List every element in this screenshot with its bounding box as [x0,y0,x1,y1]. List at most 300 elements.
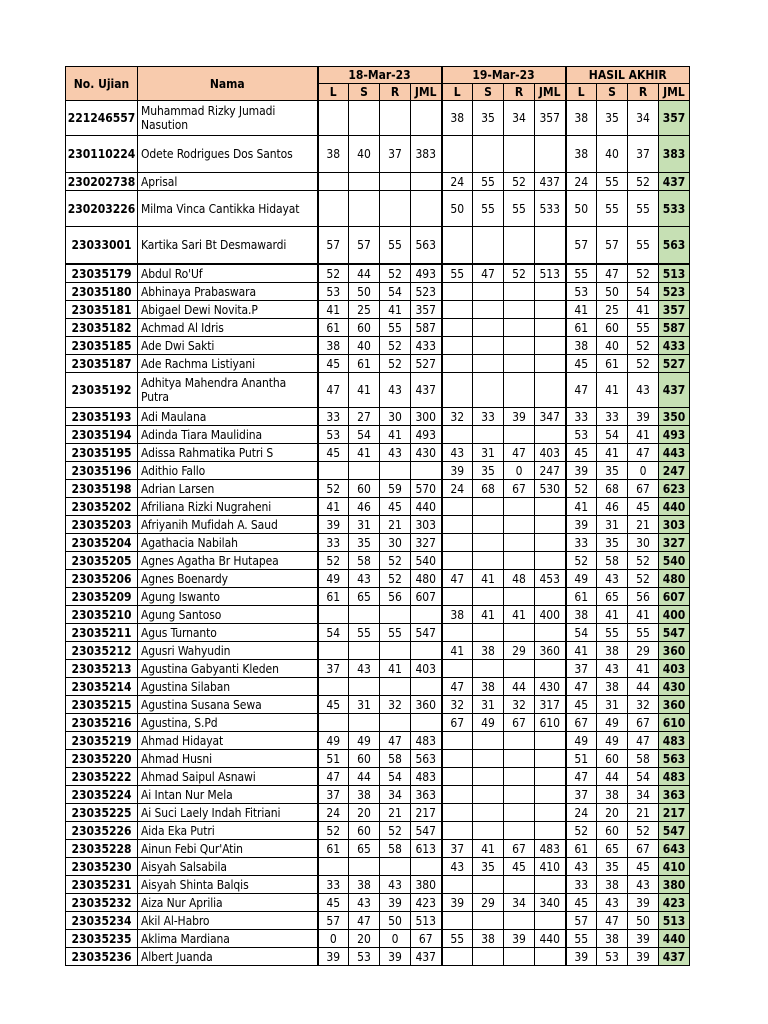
cell-final-r: 52 [628,173,659,191]
cell-d1-l: 54 [318,624,349,642]
cell-nama: Agusri Wahyudin [138,642,318,660]
cell-d1-s [349,191,380,227]
cell-final-s: 43 [597,894,628,912]
cell-final-jml: 247 [659,462,690,480]
cell-nama: Aisyah Salsabila [138,858,318,876]
cell-d2-s [473,660,504,678]
cell-final-s: 47 [597,912,628,930]
cell-d1-l: 47 [318,373,349,408]
cell-d2-l: 50 [442,191,473,227]
cell-no-ujian: 23035210 [66,606,138,624]
table-row [66,570,690,588]
cell-d2-s [473,552,504,570]
cell-final-s: 35 [597,534,628,552]
cell-final-jml: 607 [659,588,690,606]
cell-d1-s [349,173,380,191]
table-row [66,426,690,444]
cell-no-ujian: 23035195 [66,444,138,462]
cell-final-r: 41 [628,606,659,624]
cell-final-jml: 363 [659,786,690,804]
cell-final-s: 41 [597,373,628,408]
cell-final-l: 47 [566,678,597,696]
cell-d2-l [442,136,473,173]
cell-final-l: 53 [566,426,597,444]
cell-d1-jml: 523 [411,283,442,301]
cell-final-jml: 217 [659,804,690,822]
cell-d1-jml: 437 [411,373,442,408]
table-row [66,804,690,822]
cell-d2-r: 29 [504,642,535,660]
cell-d2-jml [535,355,566,373]
cell-final-l: 52 [566,552,597,570]
cell-no-ujian: 230110224 [66,136,138,173]
cell-final-s: 38 [597,876,628,894]
sub-header-s: S [473,84,504,101]
group-header-day1: 18-Mar-23 [318,67,442,84]
cell-d1-s: 41 [349,373,380,408]
cell-final-s: 35 [597,462,628,480]
cell-final-s: 60 [597,750,628,768]
cell-d1-r [380,642,411,660]
cell-d1-s: 40 [349,136,380,173]
cell-d2-s [473,319,504,337]
cell-d1-l: 52 [318,480,349,498]
cell-d1-r: 52 [380,822,411,840]
cell-d2-s: 35 [473,462,504,480]
cell-final-l: 41 [566,301,597,319]
cell-final-l: 61 [566,319,597,337]
cell-final-r: 34 [628,786,659,804]
table-row [66,894,690,912]
cell-final-jml: 350 [659,408,690,426]
cell-final-jml: 440 [659,498,690,516]
cell-d1-l: 61 [318,319,349,337]
cell-final-s: 60 [597,319,628,337]
cell-no-ujian: 23035181 [66,301,138,319]
cell-final-s: 53 [597,948,628,966]
cell-d1-r: 55 [380,227,411,265]
cell-nama: Agung Iswanto [138,588,318,606]
cell-final-l: 54 [566,624,597,642]
table-row [66,624,690,642]
cell-d1-s: 53 [349,948,380,966]
cell-nama: Adrian Larsen [138,480,318,498]
cell-final-jml: 400 [659,606,690,624]
cell-nama: Akil Al-Habro [138,912,318,930]
cell-no-ujian: 23035193 [66,408,138,426]
cell-no-ujian: 23035212 [66,642,138,660]
cell-final-s: 25 [597,301,628,319]
cell-final-l: 38 [566,101,597,136]
cell-final-r: 41 [628,301,659,319]
cell-final-l: 33 [566,534,597,552]
table-row [66,283,690,301]
cell-nama: Agus Turnanto [138,624,318,642]
cell-final-r: 52 [628,355,659,373]
cell-d1-jml: 327 [411,534,442,552]
cell-d1-r: 58 [380,840,411,858]
cell-final-r: 39 [628,930,659,948]
cell-final-r: 43 [628,373,659,408]
cell-d2-l [442,373,473,408]
cell-d2-l: 39 [442,894,473,912]
cell-d2-s: 31 [473,696,504,714]
cell-no-ujian: 23035235 [66,930,138,948]
cell-d2-r [504,373,535,408]
table-row [66,462,690,480]
cell-final-s: 50 [597,283,628,301]
cell-d2-l: 24 [442,480,473,498]
cell-d1-jml: 483 [411,768,442,786]
cell-d1-s [349,101,380,136]
cell-d2-jml [535,876,566,894]
cell-final-s: 58 [597,552,628,570]
cell-final-r: 52 [628,264,659,283]
cell-nama: Agustina, S.Pd [138,714,318,732]
cell-no-ujian: 230202738 [66,173,138,191]
cell-nama: Adi Maulana [138,408,318,426]
cell-d1-jml: 540 [411,552,442,570]
cell-final-s: 38 [597,678,628,696]
cell-d1-l: 38 [318,136,349,173]
cell-d2-s: 47 [473,264,504,283]
cell-d2-l: 55 [442,930,473,948]
cell-d2-s [473,227,504,265]
cell-final-l: 61 [566,588,597,606]
cell-d2-s: 41 [473,606,504,624]
cell-d2-s [473,373,504,408]
sub-header-l: L [566,84,597,101]
table-row [66,876,690,894]
cell-d1-jml [411,101,442,136]
cell-final-jml: 483 [659,732,690,750]
cell-d2-l [442,337,473,355]
cell-nama: Achmad Al Idris [138,319,318,337]
cell-final-jml: 563 [659,750,690,768]
cell-no-ujian: 23035236 [66,948,138,966]
cell-final-jml: 587 [659,319,690,337]
cell-final-l: 49 [566,732,597,750]
cell-nama: Agnes Boenardy [138,570,318,588]
cell-nama: Abdul Ro'Uf [138,264,318,283]
cell-d2-l [442,768,473,786]
table-row [66,642,690,660]
cell-no-ujian: 23033001 [66,227,138,265]
cell-nama: Afriyanih Mufidah A. Saud [138,516,318,534]
cell-final-jml: 360 [659,642,690,660]
cell-d1-s: 44 [349,264,380,283]
cell-d1-s: 65 [349,588,380,606]
cell-final-jml: 523 [659,283,690,301]
cell-d2-l [442,948,473,966]
cell-final-r: 47 [628,444,659,462]
cell-final-jml: 423 [659,894,690,912]
cell-d1-s: 60 [349,480,380,498]
cell-final-l: 50 [566,191,597,227]
cell-no-ujian: 23035222 [66,768,138,786]
cell-d1-r [380,606,411,624]
sub-header-l: L [442,84,473,101]
cell-d2-r: 39 [504,408,535,426]
cell-d2-r: 32 [504,696,535,714]
cell-d1-jml: 217 [411,804,442,822]
cell-d1-l: 47 [318,768,349,786]
table-row [66,858,690,876]
cell-d2-r [504,732,535,750]
cell-d1-jml: 493 [411,426,442,444]
sub-header-r: R [628,84,659,101]
cell-d2-r [504,624,535,642]
cell-d2-l [442,319,473,337]
cell-d1-jml: 587 [411,319,442,337]
cell-d1-s: 58 [349,552,380,570]
cell-d1-s: 60 [349,822,380,840]
cell-d1-jml: 423 [411,894,442,912]
cell-d1-r: 54 [380,768,411,786]
cell-d1-l [318,858,349,876]
cell-d1-jml: 513 [411,912,442,930]
cell-no-ujian: 23035234 [66,912,138,930]
table-row [66,552,690,570]
cell-d1-r [380,101,411,136]
cell-d1-s [349,606,380,624]
cell-d1-jml: 493 [411,264,442,283]
cell-final-jml: 483 [659,768,690,786]
cell-final-l: 57 [566,227,597,265]
cell-d1-s: 43 [349,660,380,678]
cell-final-jml: 383 [659,136,690,173]
cell-d1-s: 57 [349,227,380,265]
table-body [66,101,690,966]
cell-d1-r: 21 [380,804,411,822]
cell-final-l: 45 [566,894,597,912]
cell-final-s: 31 [597,516,628,534]
cell-no-ujian: 23035185 [66,337,138,355]
cell-d1-r: 56 [380,588,411,606]
cell-d2-r [504,301,535,319]
cell-d2-r [504,534,535,552]
cell-no-ujian: 23035232 [66,894,138,912]
cell-d1-s: 49 [349,732,380,750]
table-row [66,588,690,606]
table-row [66,696,690,714]
col-header-nama: Nama [138,67,318,101]
cell-d1-s: 47 [349,912,380,930]
cell-d1-r: 47 [380,732,411,750]
cell-final-s: 55 [597,173,628,191]
cell-final-jml: 563 [659,227,690,265]
cell-d2-l [442,534,473,552]
cell-final-s: 44 [597,768,628,786]
cell-no-ujian: 23035215 [66,696,138,714]
cell-d2-l: 32 [442,408,473,426]
cell-d2-jml [535,426,566,444]
cell-final-l: 38 [566,337,597,355]
cell-d1-l: 61 [318,840,349,858]
cell-d2-r [504,804,535,822]
cell-no-ujian: 23035203 [66,516,138,534]
cell-final-jml: 433 [659,337,690,355]
cell-nama: Muhammad Rizky Jumadi Nasution [138,101,318,136]
cell-d1-s: 46 [349,498,380,516]
cell-d2-r [504,750,535,768]
cell-d2-l: 47 [442,570,473,588]
cell-d2-s [473,426,504,444]
cell-d2-jml [535,337,566,355]
cell-final-r: 52 [628,570,659,588]
cell-nama: Abigael Dewi Novita.P [138,301,318,319]
cell-final-s: 47 [597,264,628,283]
cell-final-l: 45 [566,696,597,714]
table-row [66,173,690,191]
cell-d2-jml [535,804,566,822]
cell-d2-l [442,227,473,265]
cell-final-s: 40 [597,136,628,173]
group-header-final: HASIL AKHIR [566,67,690,84]
cell-final-jml: 547 [659,624,690,642]
cell-d2-r: 41 [504,606,535,624]
cell-d2-l [442,552,473,570]
cell-final-jml: 547 [659,822,690,840]
cell-final-r: 34 [628,101,659,136]
cell-d2-s [473,534,504,552]
cell-nama: Ahmad Husni [138,750,318,768]
cell-final-jml: 440 [659,930,690,948]
cell-d2-s: 31 [473,444,504,462]
cell-final-l: 52 [566,480,597,498]
exam-score-table [65,66,690,966]
sub-header-s: S [597,84,628,101]
cell-no-ujian: 230203226 [66,191,138,227]
cell-final-s: 38 [597,930,628,948]
cell-d2-r: 44 [504,678,535,696]
cell-final-l: 24 [566,804,597,822]
cell-no-ujian: 23035211 [66,624,138,642]
cell-d1-jml: 380 [411,876,442,894]
cell-d1-s: 41 [349,444,380,462]
table-row [66,191,690,227]
cell-d2-jml: 317 [535,696,566,714]
table-row [66,355,690,373]
cell-d2-l [442,786,473,804]
cell-d1-l: 37 [318,786,349,804]
cell-d2-jml: 430 [535,678,566,696]
cell-nama: Agnes Agatha Br Hutapea [138,552,318,570]
cell-d1-l: 53 [318,426,349,444]
cell-d1-jml [411,462,442,480]
cell-nama: Ahmad Hidayat [138,732,318,750]
cell-d1-r [380,191,411,227]
cell-d2-jml: 513 [535,264,566,283]
cell-d2-l [442,660,473,678]
cell-no-ujian: 23035213 [66,660,138,678]
cell-d2-s: 35 [473,858,504,876]
cell-final-s: 38 [597,642,628,660]
cell-d2-r [504,948,535,966]
cell-d2-jml [535,301,566,319]
cell-d2-s: 33 [473,408,504,426]
cell-final-jml: 327 [659,534,690,552]
group-header-day2: 19-Mar-23 [442,67,566,84]
cell-d1-s: 31 [349,516,380,534]
cell-final-r: 50 [628,912,659,930]
cell-nama: Ade Rachma Listiyani [138,355,318,373]
cell-nama: Adithio Fallo [138,462,318,480]
cell-final-s: 60 [597,822,628,840]
cell-d2-r [504,768,535,786]
cell-final-r: 41 [628,426,659,444]
cell-d2-r: 67 [504,714,535,732]
cell-final-jml: 513 [659,264,690,283]
cell-d2-r [504,426,535,444]
cell-d1-l: 57 [318,227,349,265]
cell-d1-r: 55 [380,319,411,337]
cell-d1-jml: 303 [411,516,442,534]
cell-final-r: 52 [628,337,659,355]
cell-final-s: 68 [597,480,628,498]
cell-d2-s [473,750,504,768]
cell-d1-l: 39 [318,948,349,966]
cell-d2-jml [535,534,566,552]
cell-no-ujian: 23035216 [66,714,138,732]
cell-final-r: 54 [628,768,659,786]
cell-d1-l [318,462,349,480]
cell-d1-r: 52 [380,337,411,355]
cell-nama: Aiza Nur Aprilia [138,894,318,912]
cell-d2-s [473,912,504,930]
cell-d2-s: 38 [473,930,504,948]
sub-header-s: S [349,84,380,101]
cell-final-jml: 430 [659,678,690,696]
table-row [66,786,690,804]
cell-d1-s: 43 [349,570,380,588]
table-row [66,660,690,678]
cell-d1-l [318,101,349,136]
cell-final-r: 21 [628,516,659,534]
cell-final-s: 54 [597,426,628,444]
cell-d2-jml [535,660,566,678]
cell-d2-r [504,227,535,265]
cell-no-ujian: 23035214 [66,678,138,696]
cell-final-s: 20 [597,804,628,822]
cell-final-r: 45 [628,498,659,516]
cell-final-jml: 357 [659,301,690,319]
cell-final-jml: 410 [659,858,690,876]
cell-final-r: 67 [628,714,659,732]
cell-final-r: 37 [628,136,659,173]
cell-nama: Ai Suci Laely Indah Fitriani [138,804,318,822]
cell-d2-jml [535,768,566,786]
cell-no-ujian: 23035231 [66,876,138,894]
table-row [66,714,690,732]
cell-final-r: 55 [628,227,659,265]
cell-d2-jml [535,552,566,570]
cell-nama: Milma Vinca Cantikka Hidayat [138,191,318,227]
cell-d2-r [504,283,535,301]
cell-d2-s [473,498,504,516]
cell-final-r: 55 [628,191,659,227]
cell-d1-jml: 563 [411,750,442,768]
cell-d1-l: 49 [318,570,349,588]
cell-d1-jml: 430 [411,444,442,462]
cell-final-l: 39 [566,948,597,966]
sub-header-jml: JML [411,84,442,101]
cell-d2-l: 67 [442,714,473,732]
cell-d1-jml: 363 [411,786,442,804]
cell-d2-jml [535,912,566,930]
cell-d2-l: 43 [442,444,473,462]
sub-header-l: L [318,84,349,101]
